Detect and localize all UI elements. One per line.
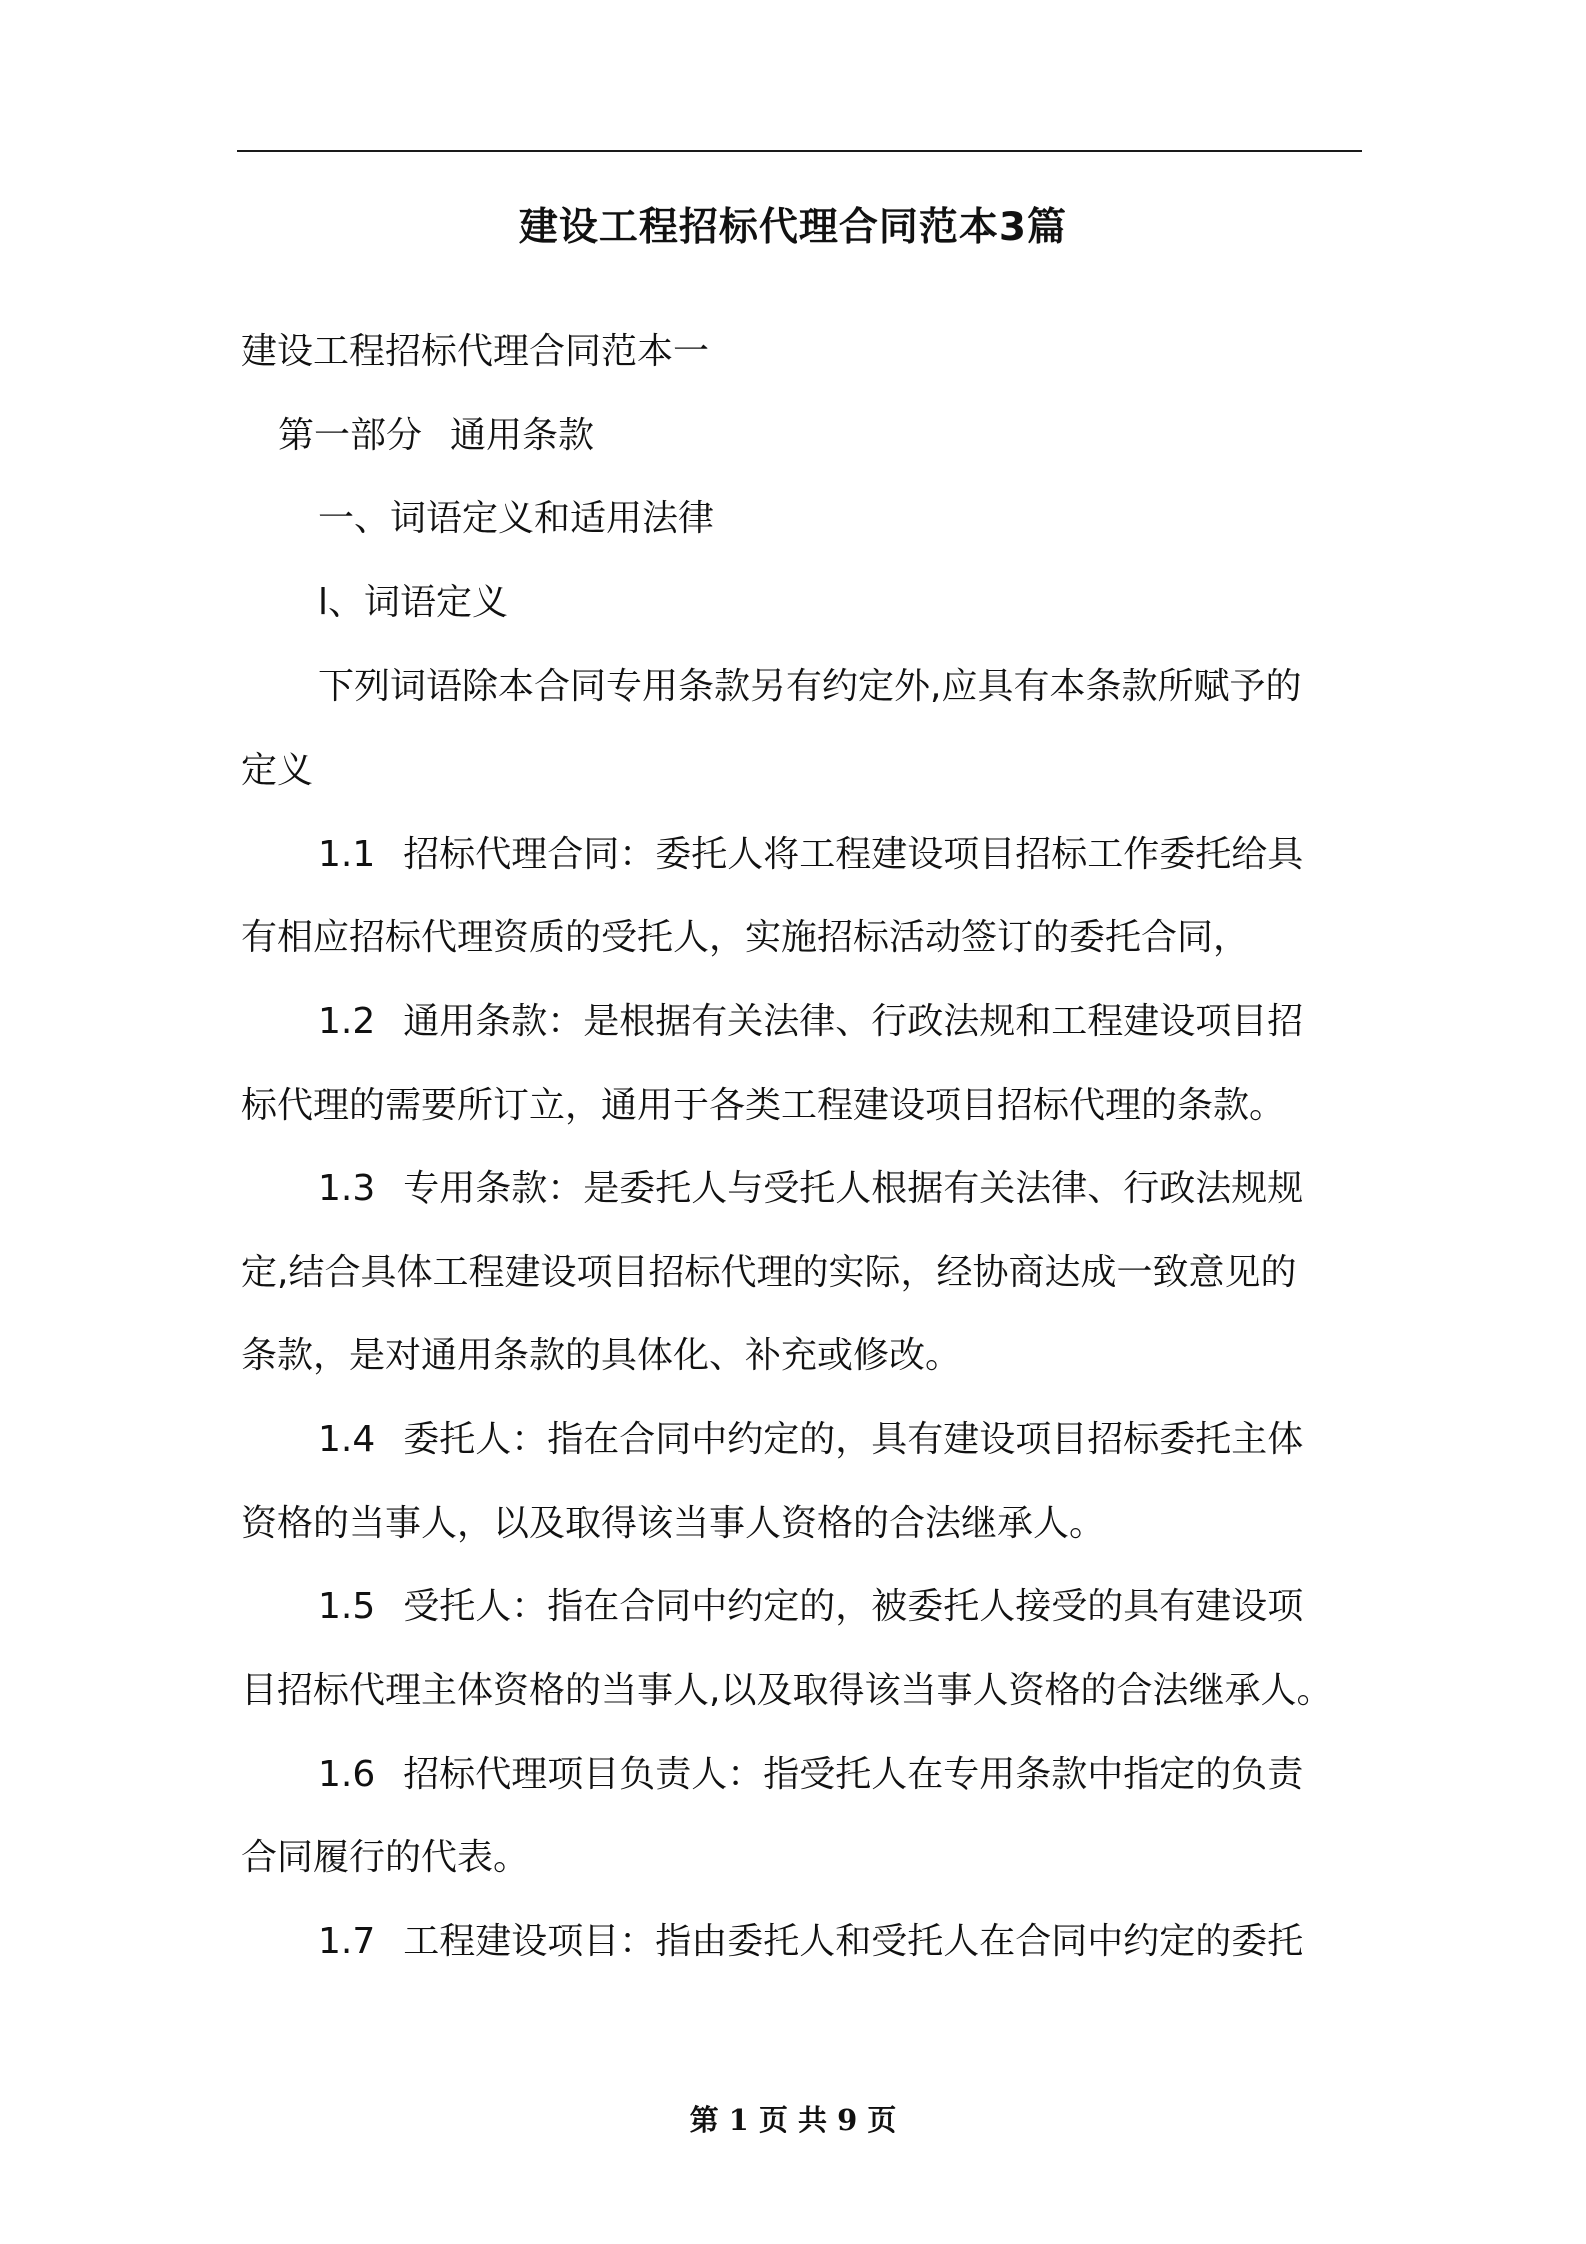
clause-text: 通用条款：是根据有关法律、行政法规和工程建设项目招 <box>403 1001 1304 1042</box>
clause-number: 1.5 <box>318 1586 376 1627</box>
clause-number: 1.1 <box>318 834 376 875</box>
contract-subtitle: 建设工程招标代理合同范本一 <box>241 331 710 372</box>
clause-number: 1.2 <box>318 1001 376 1042</box>
clause-1-3-line-3: 条款，是对通用条款的具体化、补充或修改。 <box>241 1335 962 1376</box>
clause-text: 委托人：指在合同中约定的，具有建设项目招标委托主体 <box>403 1419 1304 1460</box>
clause-text: 招标代理合同：委托人将工程建设项目招标工作委托给具 <box>403 834 1304 875</box>
part-name: 通用条款 <box>450 415 595 456</box>
clause-number: 1.6 <box>318 1754 376 1795</box>
intro-paragraph-line-2: 定义 <box>241 750 314 791</box>
intro-paragraph-line-1: 下列词语除本合同专用条款另有约定外,应具有本条款所赋予的 <box>318 666 1302 707</box>
clause-1-5-line-2: 目招标代理主体资格的当事人,以及取得该当事人资格的合法继承人。 <box>241 1670 1333 1711</box>
clause-text: 招标代理项目负责人：指受托人在专用条款中指定的负责 <box>403 1754 1304 1795</box>
clause-1-3-line-1 <box>318 1164 1303 1214</box>
part-number: 第一部分 <box>278 415 423 456</box>
clause-1-1-line-1 <box>318 830 1303 880</box>
clause-number: 1.7 <box>318 1921 376 1962</box>
clause-1-1-line-2: 有相应招标代理资质的受托人，实施招标活动签订的委托合同， <box>241 917 1250 958</box>
clause-1-5-line-1 <box>318 1582 1303 1632</box>
clause-1-3-line-2: 定,结合具体工程建设项目招标代理的实际，经协商达成一致意见的 <box>241 1252 1297 1293</box>
clause-1-6-line-1 <box>318 1750 1303 1800</box>
clause-text: 专用条款：是委托人与受托人根据有关法律、行政法规规 <box>403 1168 1304 1209</box>
clause-1-4-line-1 <box>318 1415 1303 1465</box>
document-title: 建设工程招标代理合同范本3篇 <box>518 205 1068 250</box>
section-heading: 一、词语定义和适用法律 <box>318 498 715 539</box>
clause-number: 1.4 <box>318 1419 376 1460</box>
clause-1-2-line-1 <box>318 997 1303 1047</box>
clause-1-4-line-2: 资格的当事人，以及取得该当事人资格的合法继承人。 <box>241 1503 1106 1544</box>
clause-1-7-line-1 <box>318 1917 1303 1967</box>
clause-number: 1.3 <box>318 1168 376 1209</box>
clause-text: 受托人：指在合同中约定的，被委托人接受的具有建设项 <box>403 1586 1304 1627</box>
part-heading <box>278 411 594 461</box>
clause-text: 工程建设项目：指由委托人和受托人在合同中约定的委托 <box>403 1921 1304 1962</box>
header-rule <box>237 150 1362 152</box>
subsection-heading: l、词语定义 <box>318 582 509 623</box>
clause-1-2-line-2: 标代理的需要所订立，通用于各类工程建设项目招标代理的条款。 <box>241 1085 1286 1126</box>
clause-1-6-line-2: 合同履行的代表。 <box>241 1837 530 1878</box>
page-number-footer: 第 1 页 共 9 页 <box>689 2103 897 2137</box>
